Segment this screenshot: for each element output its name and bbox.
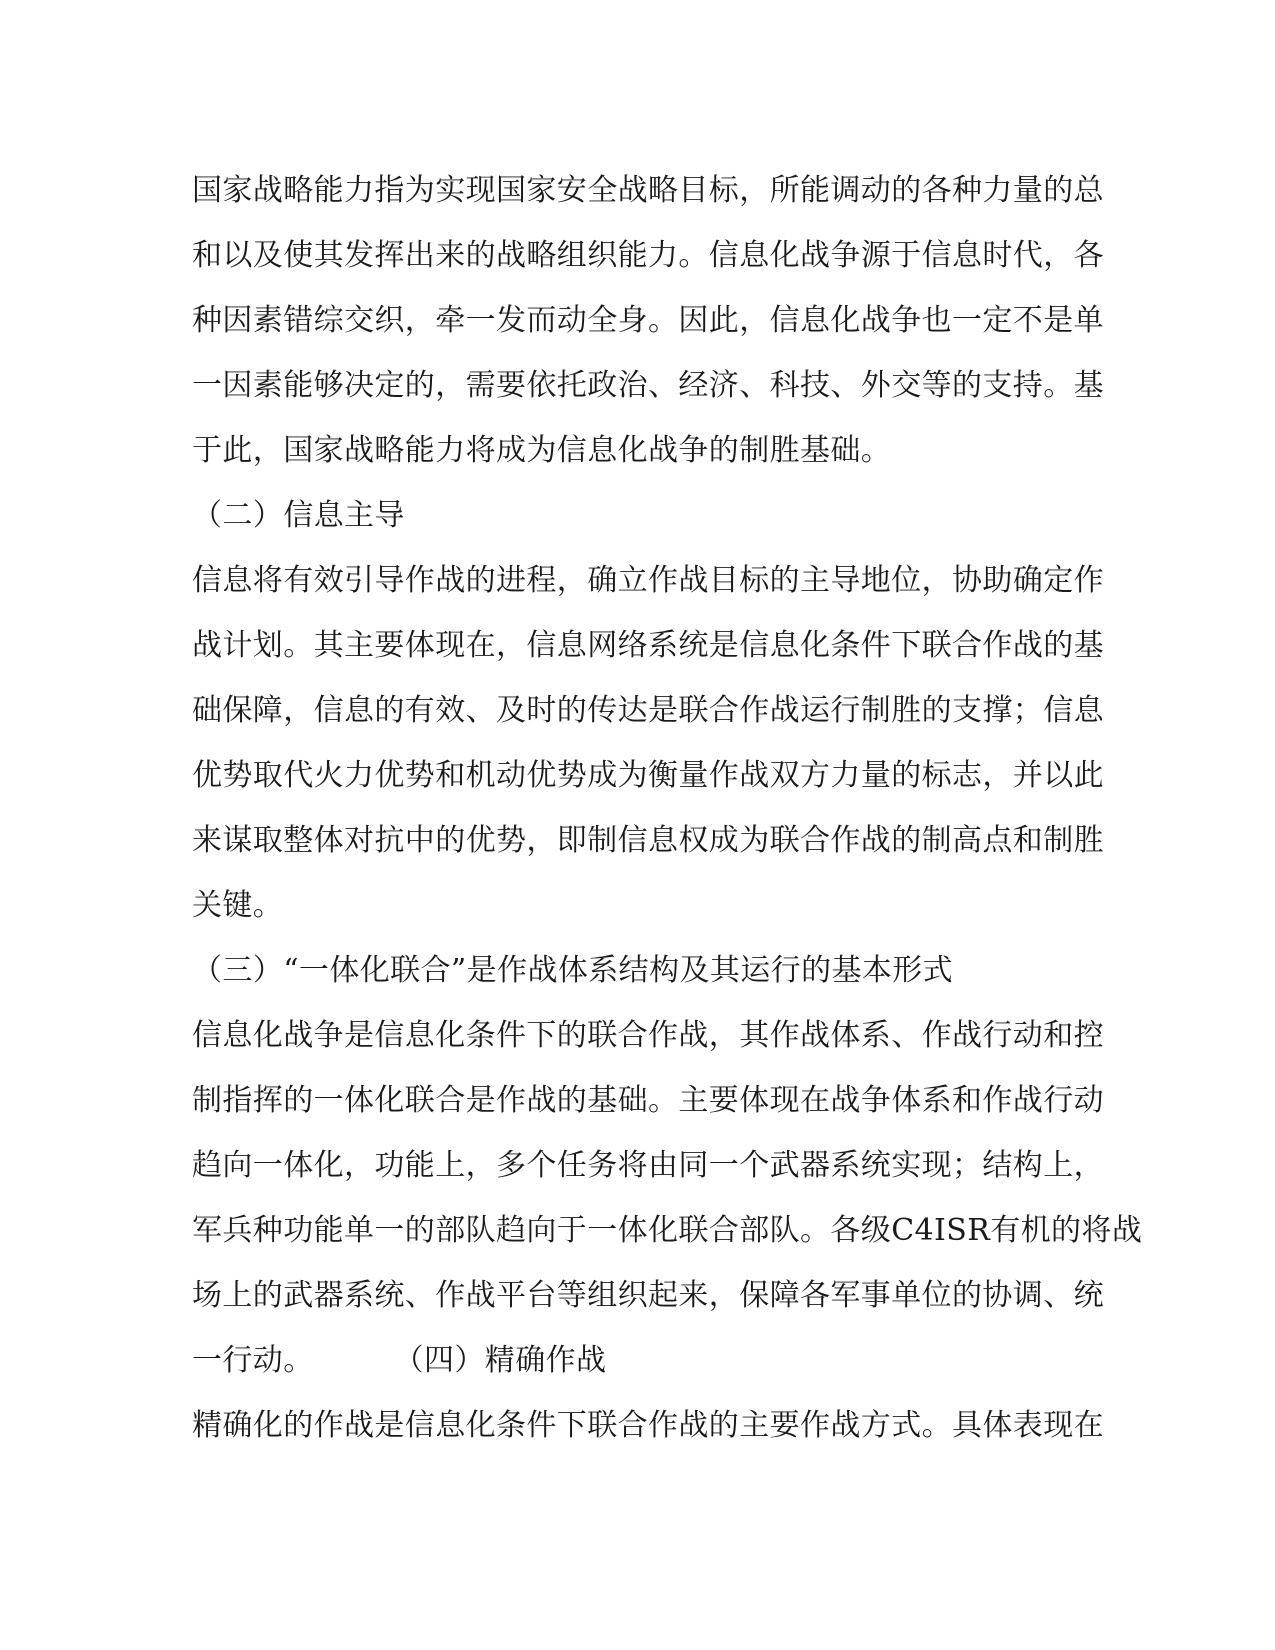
paragraph-line: 信息将有效引导作战的进程，确立作战目标的主导地位，协助确定作 bbox=[192, 563, 1104, 598]
paragraph-line: 础保障，信息的有效、及时的传达是联合作战运行制胜的支撑；信息 bbox=[192, 693, 1104, 728]
section-heading: （四）精确作战 bbox=[393, 1343, 607, 1378]
paragraph-line: 一因素能够决定的，需要依托政治、经济、科技、外交等的支持。基 bbox=[192, 368, 1104, 403]
paragraph-line-with-heading bbox=[192, 1328, 1072, 1393]
section-heading: （三）“一体化联合”是作战体系结构及其运行的基本形式 bbox=[192, 953, 954, 988]
paragraph-line: 优势取代火力优势和机动优势成为衡量作战双方力量的标志，并以此 bbox=[192, 758, 1104, 793]
paragraph-line: 种因素错综交织，牵一发而动全身。因此，信息化战争也一定不是单 bbox=[192, 303, 1104, 338]
document-body bbox=[192, 158, 1143, 1458]
paragraph-line: 精确化的作战是信息化条件下联合作战的主要作战方式。具体表现在 bbox=[192, 1408, 1104, 1443]
paragraph-line: 战计划。其主要体现在，信息网络系统是信息化条件下联合作战的基 bbox=[192, 628, 1104, 663]
paragraph-end-text: 一行动。 bbox=[192, 1343, 314, 1378]
paragraph-line: 关键。 bbox=[192, 888, 284, 923]
paragraph-line: 信息化战争是信息化条件下的联合作战，其作战体系、作战行动和控 bbox=[192, 1018, 1104, 1053]
section-heading: （二）信息主导 bbox=[192, 498, 405, 533]
paragraph-line: 军兵种功能单一的部队趋向于一体化联合部队。各级C4ISR有机的将战 bbox=[192, 1213, 1143, 1248]
paragraph-line: 和以及使其发挥出来的战略组织能力。信息化战争源于信息时代，各 bbox=[192, 238, 1104, 273]
paragraph-line: 场上的武器系统、作战平台等组织起来，保障各军事单位的协调、统 bbox=[192, 1278, 1104, 1313]
paragraph-line: 趋向一体化，功能上，多个任务将由同一个武器系统实现；结构上， bbox=[192, 1148, 1104, 1183]
paragraph-line: 来谋取整体对抗中的优势，即制信息权成为联合作战的制高点和制胜 bbox=[192, 823, 1104, 858]
paragraph-line: 国家战略能力指为实现国家安全战略目标，所能调动的各种力量的总 bbox=[192, 173, 1104, 208]
paragraph-line: 制指挥的一体化联合是作战的基础。主要体现在战争体系和作战行动 bbox=[192, 1083, 1104, 1118]
paragraph-line: 于此，国家战略能力将成为信息化战争的制胜基础。 bbox=[192, 433, 892, 468]
